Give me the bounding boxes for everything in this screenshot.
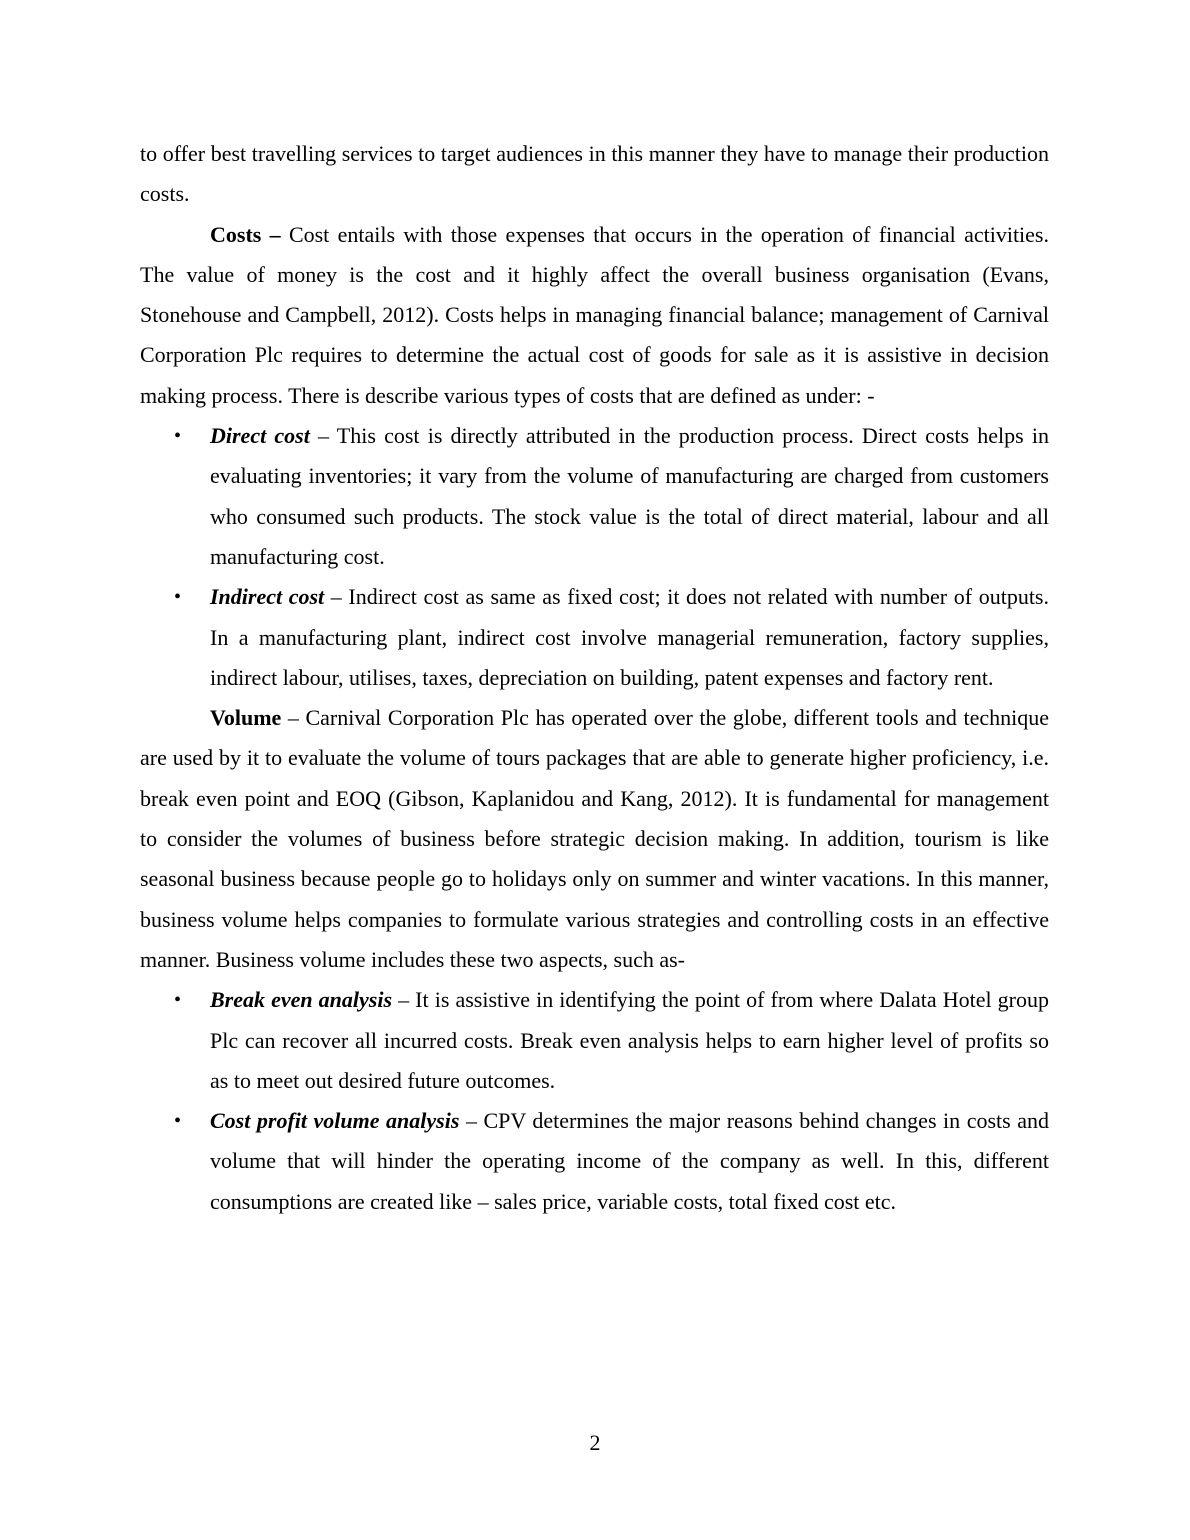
- bullet-icon: •: [174, 586, 182, 609]
- bullet-text: – CPV determines the major reasons behind changes in costs and volume that will hinder the operating income of the company as well. In this, different consumptions are created like – sales price, variable costs, total fixed cost etc.: [210, 1108, 1049, 1214]
- intro-text: to offer best travelling services to target audiences in this manner they have to manage their production costs.: [140, 141, 1049, 207]
- bullet-text: – It is assistive in identifying the point of from where Dalata Hotel group Plc can recover all incurred costs. Break even analysis helps to earn higher level of profits so as to meet out desired future outcomes.: [210, 987, 1049, 1093]
- page-number: 2: [589, 1430, 601, 1455]
- costs-text: Cost entails with those expenses that occurs in the operation of financial activities. The value of money is the cost and it highly affect the overall business organisation (Evans, Stonehouse and Campbell, 2012). Costs helps in managing financial balance; management of Carnival Corporation Plc requires to determine the actual cost of goods for sale as it is assistive in decision making process. There is describe various types of costs that are defined as under: -: [140, 221, 1049, 408]
- costs-heading: Costs –: [210, 221, 281, 247]
- bullet-icon: •: [174, 425, 182, 448]
- bullet-term: Break even analysis: [210, 987, 393, 1013]
- bullet-term: Cost profit volume analysis: [210, 1108, 460, 1134]
- bullet-item-break-even-analysis: [140, 980, 1049, 1101]
- bullet-icon: •: [174, 1110, 182, 1133]
- bullet-item-cost-profit-volume-analysis: [140, 1101, 1049, 1222]
- bullet-item-indirect-cost: [140, 577, 1049, 698]
- volume-bullet-list: [140, 980, 1049, 1222]
- bullet-text: – Indirect cost as same as fixed cost; it does not related with number of outputs. In a manufacturing plant, indirect cost involve managerial remuneration, factory supplies, indirect labour, utilises, taxes, depreciation on building, patent expenses and factory rent.: [210, 584, 1049, 690]
- bullet-term: Direct cost: [210, 423, 310, 449]
- intro-paragraph: [140, 134, 1049, 215]
- volume-heading: Volume: [210, 705, 282, 731]
- bullet-item-direct-cost: [140, 416, 1049, 577]
- bullet-term: Indirect cost: [210, 584, 325, 610]
- bullet-text: – This cost is directly attributed in the production process. Direct costs helps in evaluating inventories; it vary from the volume of manufacturing are charged from customers who consumed such products. The stock value is the total of direct material, labour and all manufacturing cost.: [210, 423, 1049, 569]
- bullet-icon: •: [174, 989, 182, 1012]
- page-body: [140, 134, 1049, 1222]
- volume-text: – Carnival Corporation Plc has operated over the globe, different tools and technique are used by it to evaluate the volume of tours packages that are able to generate higher proficiency, i.e. break even point and EOQ (Gibson, Kaplanidou and Kang, 2012). It is fundamental for management to consider the volumes of business before strategic decision making. In addition, tourism is like seasonal business because people go to holidays only on summer and winter vacations. In this manner, business volume helps companies to formulate various strategies and controlling costs in an effective manner. Business volume includes these two aspects, such as-: [140, 705, 1049, 972]
- volume-paragraph: [140, 698, 1049, 980]
- costs-paragraph: [140, 215, 1049, 416]
- costs-bullet-list: [140, 416, 1049, 698]
